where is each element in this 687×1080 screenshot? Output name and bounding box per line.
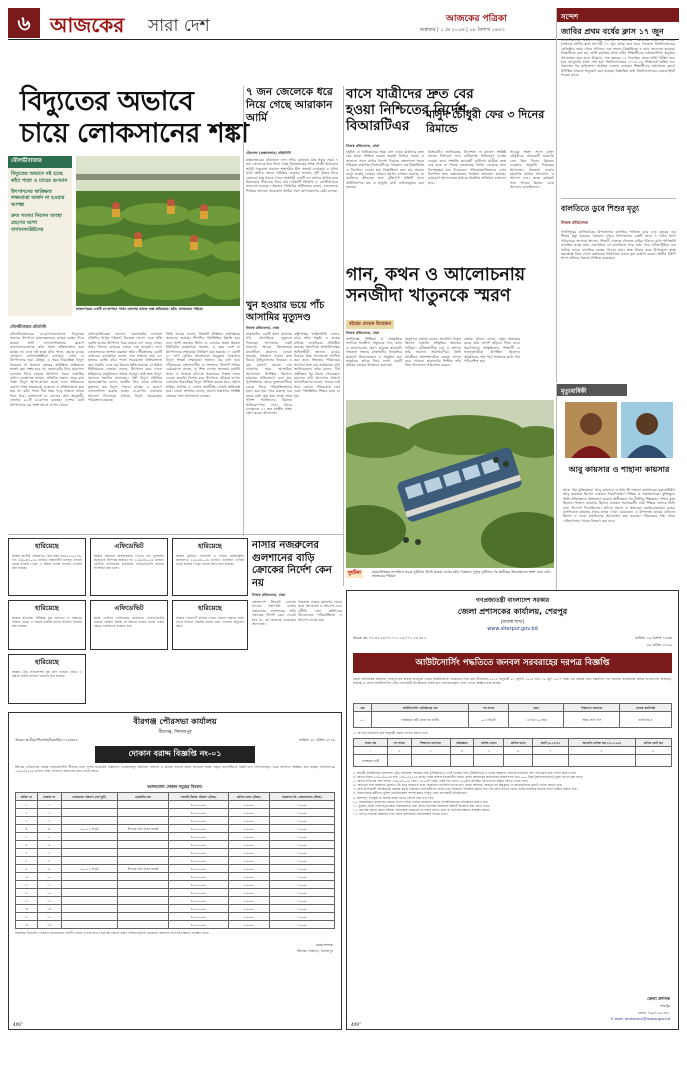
- govt-ad-signer: জেলা প্রশাসক: [647, 996, 670, 1001]
- tender-table-cell: ১,০০০/-: [269, 809, 334, 817]
- tender-signer-org: বীরগঞ্জ পৌরসভা, দিনাজপুর: [297, 949, 333, 953]
- govt-table-1-header: বয়স: [509, 704, 564, 712]
- tea-garden-photo: [76, 156, 240, 306]
- sanjida-body-col-1: সংগীতজ্ঞ, শিক্ষিকা ও সাংস্কৃতিক সংগঠক সনজীদা খাতুনকে গান, কথন ও আলোচনায় স্মরণ করেছে ছায়ানট। গতকাল সন্ধ্যায় রাজধানীর ধানমন্ডির ছায়ানট মিলনায়তনে এ অনুষ্ঠান হয়। অনুষ্ঠানে তাঁকে নিয়ে লেখা একটি বইয়ের মোড়ক উন্মোচন করা হয়।: [346, 337, 402, 368]
- tender-table-cell: [61, 817, 117, 825]
- paper-full-name: আজকের পত্রিকা: [446, 14, 507, 24]
- tender-table-row: [16, 865, 335, 873]
- tender-table-row: [16, 801, 335, 809]
- tender-table-cell: ৪,০০,০০০/-: [169, 857, 228, 865]
- tender-table-header: মার্কেটের নাম: [117, 793, 169, 801]
- lost-ad-3: হারিয়েছে আমার মাধ্যমিক পরীক্ষার মূল সনদপত্র ও নম্বরপত্র হারিয়ে গেছে। এ বিষয়ে নিকটস্থ থানায় সাধারণ ডায়েরি করা হয়েছে।: [8, 600, 86, 650]
- tender-table-cell: ১,০০০/-: [269, 817, 334, 825]
- sanjida-body-col-3: বক্তারা আরও বলেন, নতুন প্রজন্মের কাছে তাঁর আদর্শ ছড়িয়ে দিতে হবে। স্মরণসভায় সংস্কৃতিজন, শিক্ষার্থী ও শুভানুধ্যায়ীরা উপস্থিত ছিলেন। অনুষ্ঠানের শেষ পর্বে সম্মেলক কণ্ঠে গান পরিবেশিত হয়।: [464, 337, 520, 364]
- murder-byline: নিজস্ব প্রতিবেদক, ঢাকা: [246, 326, 280, 330]
- tender-table-cell: [61, 897, 117, 905]
- murder-body-col-2: রাষ্ট্রপক্ষের আইনজীবী বলেন, রায়ে তাঁরা সন্তুষ্ট। এ রায়ের মাধ্যমে ন্যায়বিচার প্রতিষ্ঠিত হয়েছে। অন্যদিকে আসামিপক্ষের আইনজীবী জানান, রায়ের বিরুদ্ধে উচ্চ আদালতে আপিল করা হবে। নিহতের পরিবারের সদস্যরা দ্রুত রায় কার্যকরের দাবি জানিয়েছেন। তাঁরা বলেন, দীর্ঘ প্রতীক্ষার পর বিচার পেয়েছেন। মামলার বাদী আদালত প্রাঙ্গণে সাংবাদিকদের বলেন, আমরা চাই আর কোনো পরিবারকে যেন এমন পরিস্থিতির শিকার হতে না হয়।: [294, 332, 340, 398]
- tender-table-cell: ২,০০০/-: [228, 873, 269, 881]
- govt-ad-email[interactable]: E-mail: dcsherpur@mopa.gov.bd: [611, 1017, 670, 1021]
- tender-table-cell: ২,০০০/-: [228, 865, 269, 873]
- tender-table-row: [16, 849, 335, 857]
- tender-table-cell: ১৩: [37, 897, 61, 905]
- tender-table-cell: ১,০০০/-: [269, 889, 334, 897]
- tender-table-cell: ১৫: [37, 913, 61, 921]
- govt-table-1: [353, 703, 672, 728]
- lost-ad-3-title: হারিয়েছে: [35, 604, 59, 612]
- govt-ad-date2: ২৯ এপ্রিল ২০২৬: [646, 643, 672, 647]
- tender-table-row: [16, 921, 335, 929]
- sanjida-headline: গান, কথন ও আলোচনায় সনজীদা খাতুনকে স্মরণ: [346, 265, 526, 306]
- lead-bullet-2: উৎপাদনের কাঙ্ক্ষিত লক্ষ্যমাত্রা অর্জন না হওয়ার আশঙ্কা: [11, 188, 65, 209]
- govt-ad-line1: গণপ্রজাতন্ত্রী বাংলাদেশ সরকার: [475, 597, 550, 604]
- tender-table-cell: ১০০.০০ বর্গফুট: [61, 825, 117, 833]
- govt-table-2-col-number: ৬: [504, 747, 533, 755]
- tender-table-cell: ৪,০০,০০০/-: [169, 921, 228, 929]
- affidavit-ad-2-title: এফিডেভিট: [114, 604, 144, 612]
- tender-table-cell: ২,০০০/-: [228, 833, 269, 841]
- tender-table-cell: ২,০০০/-: [228, 913, 269, 921]
- govt-table-2-col-number: ২: [387, 747, 411, 755]
- tender-table-row: [16, 841, 335, 849]
- govt-table-1-header: পদ সংখ্যা: [468, 704, 508, 712]
- tender-table-cell: [61, 857, 117, 865]
- tender-table-cell: [61, 905, 117, 913]
- tender-table-cell: ৪,০০,০০০/-: [169, 825, 228, 833]
- tender-table-cell: ১,০০০/-: [269, 905, 334, 913]
- tender-table-cell: ৮: [37, 857, 61, 865]
- govt-table-2-col-number: ৮: [568, 747, 635, 755]
- tender-table-cell: ১৪: [37, 905, 61, 913]
- tender-table-cell: ২,০০০/-: [228, 905, 269, 913]
- tender-table-cell: ১,০০০/-: [269, 921, 334, 929]
- tea-photo-caption: রাজনগরের একটি চা-বাগানে পাতা তোলার কাজে ব্যস্ত শ্রমিকেরা। ছবি: আজকের পত্রিকা: [76, 307, 203, 311]
- tender-table-row: [16, 889, 335, 897]
- tender-table-cell: ২,০০০/-: [228, 817, 269, 825]
- tender-table-cell: [61, 809, 117, 817]
- tender-table-cell: ২,০০০/-: [228, 889, 269, 897]
- tender-table-cell: [61, 833, 117, 841]
- tender-table-cell: ৪,০০,০০০/-: [169, 913, 228, 921]
- lost-ad-5: হারিয়েছে আমার ট্রেড লাইসেন্সের মূল কপি হারিয়ে গেছে। এ বিষয়ে থানায় সাধারণ ডায়েরি করা হয়েছে।: [8, 654, 86, 704]
- tender-table-cell: ১০: [16, 873, 38, 881]
- tender-table-cell: ৪,০০,০০০/-: [169, 905, 228, 913]
- govt-table-1-header: ক্রম: [354, 704, 372, 712]
- obituary-photo-1: [565, 402, 617, 458]
- tender-table-cell: ৪,০০,০০০/-: [169, 881, 228, 889]
- tender-table-cell: ১,০০০/-: [269, 801, 334, 809]
- affidavit-ad-2: এফিডেভিট আমি নোটারি পাবলিকের কার্যালয়ে এফিডেভিটের মাধ্যমে ঘোষণা করছি যে আমার নামের বানান সকল ক্ষেত্রে একইভাবে ব্যবহৃত হবে।: [90, 600, 168, 650]
- bus-body: দুর্ঘটনা বা অগ্নিকাণ্ডের সময় বাস থেকে যাত্রীদের দ্রুত বের হওয়া নিশ্চিত করতে জরুরি নির্গমন দরজা ও জানালা সচল রাখার নির্দেশ দিয়েছে বাংলাদেশ সড়ক পরিবহন কর্তৃপক্ষ (বিআরটিএ)। গতকাল এক বিজ্ঞপ্তিতে এ নির্দেশনা দেওয়া হয়। বিজ্ঞপ্তিতে বলা হয়, অনেক বাসে জরুরি দরজার সামনে আসন বসানো হয়েছে, যা যাত্রীদের জীবনের জন্য ঝুঁকিপূর্ণ। প্রতিটি বাসে অগ্নিনির্বাপক যন্ত্র ও হাতুড়ি রাখা বাধ্যতামূলক করা হয়েছে।: [346, 150, 424, 190]
- lost-ad-2-title: হারিয়েছে: [198, 542, 222, 550]
- tender-table-cell: বীরগঞ্জ মিনি সুপার মার্কেট: [117, 825, 169, 833]
- section-name: সারা দেশ: [148, 16, 210, 36]
- tender-table-cell: ৪,০০,০০০/-: [169, 889, 228, 897]
- lead-bullet-1: বিদ্যুতের অভাবে নষ্ট হচ্ছে কাঁচা পাতা ও চায়ের গুণমান: [11, 171, 68, 184]
- tender-ad: বীরগঞ্জ পৌরসভা কার্যালয় বীরগঞ্জ, দিনাজপুর স্মারক নং-বীর/পৌরসভা/বিজ্ঞপ্তি/২০২৬/৩৪৫ তারিখ: ২৮ এপ্রিল ২০২৬ দোকান বরাদ্দ বিজ্ঞপ্তি নং-০১ বীরগঞ্জ পৌরসভার নিজস্ব মালিকানাধীন বীরগঞ্জ মিনি সুপার মার্কেটের নিম্নবর্ণিত দোকানসমূহ নির্ধারিত সালামি ও মাসিক ভাড়ায় বরাদ্দ প্রদানের লক্ষ্যে প্রকৃত ব্যবসায়ীদের নিকট হতে সিলগালাকৃত খামে আবেদন আহ্বান করা যাচ্ছে। আবেদনপত্র ২০/০৫/২০২৬ তারিখ পর্যন্ত পৌরসভা কার্যালয়ে জমা দেওয়া যাবে। বরাদ্দযোগ্য দোকান সমূহের বিবরণ: ক্রমিক নং দোকান নং দোকানের পরিমাপ (বর্গ ফুট) মার্কেটের নাম সালামি টাকার পরিমাণ (টাকা) মাসিক ভাড়া (টাকা) জামানত কি. ফেরতযোগ্য (টাকা) ১ ১ ৪,০০,০০০/- ২,০০০/- ১,০০০/- ২ ২ ৪,০০,০০০/- ২,০০০/- ১,০০০/- ৩ ৩ ৪,০০,০০০/- ২,০০০/- ১,০০০/- ৪ ৪ ১০০.০০ বর্গফুট বীরগঞ্জ মিনি সুপার মার্কেট ৪,০০,০০০/- ২,০০০/- ১,০০০/- ৫ ৫ ৪,০০,০০০/- ২,০০০/- ১,০০০/- ৬ ৬ ৪,০০,০০০/- ২,০০০/- ১,০০০/- ৭ ৭ ৪,০০,০০০/- ২,০০০/- ১,০০০/- ৮ ৮ ৪,০০,০০০/- ২,০০০/- ১,০০০/- ৯ ৯ ১০০.০০ বর্গফুট বীরগঞ্জ মিনি সুপার মার্কেট ৪,০০,০০০/- ২,০০০/- ১,০০০/- ১০ ১০ ৪,০০,০০০/- ২,০০০/- ১,০০০/- ১১ ১১ ৪,০০,০০০/- ২,০০০/- ১,০০০/- ১২ ১২ ৪,০০,০০০/- ২,০০০/- ১,০০০/- ১৩ ১৩ ৪,০০,০০০/- ২,০০০/- ১,০০০/- ১৪ ১৪ ৪,০০,০০০/- ২,০০০/- ১,০০০/- ১৫ ১৫ ৪,০০,০০০/- ২,০০০/- ১,০০০/- ১৬ ১৬ ৪,০০,০০০/- ২,০০০/- ১,০০০/- বিস্তারিত শর্তাবলি পৌরসভা কার্যালয়ের নোটিশ বোর্ডে পাওয়া যাবে। কর্তৃপক্ষ কোনো কারণ দর্শানো ছাড়াই যেকোনো আবেদন বাতিলের ক্ষমতা সংরক্ষণ করে। মেয়র/প্রশাসক বীরগঞ্জ পৌরসভা, দিনাজপুর 4X6": [8, 712, 342, 1030]
- nasar-byline: নিজস্ব প্রতিবেদক, ঢাকা: [252, 593, 286, 597]
- tender-table-cell: ৩: [16, 817, 38, 825]
- tender-table-cell: ৪,০০,০০০/-: [169, 809, 228, 817]
- tender-table-row: [16, 897, 335, 905]
- tender-table-cell: [61, 889, 117, 897]
- tender-table-cell: ২,০০০/-: [228, 809, 269, 817]
- govt-table-1-cell: অষ্টম শ্রেণি পাস: [564, 712, 620, 728]
- tender-table-cell: ৩: [37, 817, 61, 825]
- tender-table-cell: ১,০০০/-: [269, 897, 334, 905]
- tender-table-cell: ৪,০০,০০০/-: [169, 865, 228, 873]
- govt-ad-terms: ৩. আগ্রহী প্রতিষ্ঠানকে হালনাগাদ ট্রেড লাইসেন্স, আয়কর সনদ (টিআইএন), ভ্যাট নিবন্ধন সনদ (বিআইএন) ও ব্যাংক সচ্ছলতা সনদের সত্যায়িত কপি দরপত্রের সঙ্গে দাখিল করতে হবে। ৪. দরপত্র দলিল ০৩/০৫/২০২৬ হতে ১৮/০৫/২০২৬ তারিখ পর্যন্ত অফিস চলাকালীন সময়ে জেলা প্রশাসকের কার্যালয়ের রাজস্ব শাখা হতে ৫০০ টাকা (অফেরতযোগ্য) মূল্যে সংগ্রহ করা যাবে। ৫. দরপত্র দাখিলের শেষ তারিখ ১৯/০৫/২০২৬ বেলা ১২:০০টা পর্যন্ত। একই দিন বেলা ৩:০০টায় উপস্থিত দরদাতাদের সম্মুখে দরপত্র খোলা হবে। ৬. দরপত্রের সঙ্গে প্রাক্কলিত মূল্যের ২% হারে জামানত বাবদ যেকোনো তফসিলি ব্যাংক হতে জেলা প্রশাসক, শেরপুর-এর অনুকূলে পে-অর্ডার/ব্যাংক ড্রাফট দাখিল করতে হবে। ৭. সেবা প্রদানকারী প্রতিষ্ঠানকে সরকার কর্তৃক নির্ধারিত হারে কর্মীদের বেতন-ভাতা নিয়মিত পরিশোধ করতে হবে এবং প্রতি মাসের বেতন ব্যাংক হিসাবের মাধ্যমে প্রদান নিশ্চিত করতে হবে। ৮. নিয়োগপ্রাপ্ত কর্মীদের পুলিশ ভেরিফিকেশন সম্পন্ন করার দায়িত্ব সেবা প্রদানকারী প্রতিষ্ঠানের। ৯. অসম্পূর্ণ, শর্তযুক্ত বা বিলম্বে প্রাপ্ত দরপত্র বাতিল বলে গণ্য হবে। ১০. সরবরাহকৃত জনবলের কোনো সদস্য দায়িত্ব পালনে অবহেলা করলে তাৎক্ষণিকভাবে প্রতিস্থাপন করতে হবে। ১১. চুক্তির মেয়াদ শেষে কর্তৃপক্ষের সন্তোষজনক সেবা প্রাপ্তি সাপেক্ষে নবায়নের বিষয়টি বিবেচনা করা যেতে পারে। ১২. কর্তৃপক্ষ কোনো কারণ দর্শানো ব্যতিরেকে যেকোনো বা সকল দরপত্র গ্রহণ বা বাতিলের ক্ষমতা সংরক্ষণ করেন। ১৩. দরপত্র সংক্রান্ত বিস্তারিত তথ্য জেলা প্রশাসনের ওয়েবসাইটে পাওয়া যাবে।: [353, 771, 583, 816]
- tender-table-cell: ১,০০০/-: [269, 833, 334, 841]
- masud-headline: মাসুদ চৌধুরী ফের ৩ দিনের রিমান্ডে: [426, 108, 545, 135]
- govt-ad-date1: তারিখ: ১৬ বৈশাখ ১৪৩৩: [635, 636, 672, 640]
- tender-table-cell: ২,০০০/-: [228, 825, 269, 833]
- govt-ad: গণপ্রজাতন্ত্রী বাংলাদেশ সরকার জেলা প্রশাসকের কার্যালয়, শেরপুর (রাজস্ব শাখা) www.sherpur.gov.bd স্মারক নং- ০৫.৪৭.৮৯০০.০১১.১৪.০০১.২৫.৪৫২ তারিখ: ১৬ বৈশাখ ১৪৩৩ ২৯ এপ্রিল ২০২৬ আউটসোর্সিং পদ্ধতিতে জনবল সরবরাহের দরপত্র বিজ্ঞপ্তি জেলা প্রশাসকের কার্যালয়, শেরপুর-এর রাজস্ব খাতভুক্ত দপ্তরে আউটসোর্সিং প্রক্রিয়ায় সেবা ক্রয় নীতিমালা-২০২৫ অনুযায়ী ০১ জুলাই ২০২৬ হতে ৩০ জুন ২০২৭ পর্যন্ত এক বছরের জন্য নিম্নবর্ণিত পদে জনবল সরবরাহের নিমিত্ত বাংলাদেশে নিবন্ধিত, অভিজ্ঞ ও যোগ্য আউটসোর্সিং সেবা প্রদানকারী প্রতিষ্ঠানের নিকট হতে সিলমোহরকৃত খামে দরপত্র আহ্বান করা যাচ্ছে। ক্রম আউটসোর্সিং প্রতিষ্ঠানের নাম পদ সংখ্যা বয়স শিক্ষাগত যোগ্যতা সেবার ক্যাটাগরি ০১. পরিচ্ছন্নতা কর্মী (নিরাপত্তা প্রহরী) ০৫ (পাঁচ)টি ১৮ হতে ৩০ বছর অষ্টম শ্রেণি পাস ক্যাটাগরি-৪ ২. দরপত্রে নিম্নবর্ণিত ছক অনুযায়ী প্রস্তাব দাখিল করতে হবে: পদের নাম পদ সংখ্যা শিক্ষাগত যোগ্যতা অভিজ্ঞতা মাসিক বেতন মাসিক ভাতা ভ্যাট (৫+৫%) জনপ্রতি মাসিক ব্যয় (৩+৫+৬) মাসিক মোট ব্যয় ১ ২ ৩ ৪ ৫ ৬ ৭ ৮ ৯ পরিচ্ছন্নতা কর্মী ৩. আগ্রহী প্রতিষ্ঠানকে হালনাগাদ ট্রেড লাইসেন্স, আয়কর সনদ (টিআইএন), ভ্যাট নিবন্ধন সনদ (বিআইএন) ও ব্যাংক সচ্ছলতা সনদের সত্যায়িত কপি দরপত্রের সঙ্গে দাখিল করতে হবে। ৪. দরপত্র দলিল ০৩/০৫/২০২৬ হতে ১৮/০৫/২০২৬ তারিখ পর্যন্ত অফিস চলাকালীন সময়ে জেলা প্রশাসকের কার্যালয়ের রাজস্ব শাখা হতে ৫০০ টাকা (অফেরতযোগ্য) মূল্যে সংগ্রহ করা যাবে। ৫. দরপত্র দাখিলের শেষ তারিখ ১৯/০৫/২০২৬ বেলা ১২:০০টা পর্যন্ত। একই দিন বেলা ৩:০০টায় উপস্থিত দরদাতাদের সম্মুখে দরপত্র খোলা হবে। ৬. দরপত্রের সঙ্গে প্রাক্কলিত মূল্যের ২% হারে জামানত বাবদ যেকোনো তফসিলি ব্যাংক হতে জেলা প্রশাসক, শেরপুর-এর অনুকূলে পে-অর্ডার/ব্যাংক ড্রাফট দাখিল করতে হবে। ৭. সেবা প্রদানকারী প্রতিষ্ঠানকে সরকার কর্তৃক নির্ধারিত হারে কর্মীদের বেতন-ভাতা নিয়মিত পরিশোধ করতে হবে এবং প্রতি মাসের বেতন ব্যাংক হিসাবের মাধ্যমে প্রদান নিশ্চিত করতে হবে। ৮. নিয়োগপ্রাপ্ত কর্মীদের পুলিশ ভেরিফিকেশন সম্পন্ন করার দায়িত্ব সেবা প্রদানকারী প্রতিষ্ঠানের। ৯. অসম্পূর্ণ, শর্তযুক্ত বা বিলম্বে প্রাপ্ত দরপত্র বাতিল বলে গণ্য হবে। ১০. সরবরাহকৃত জনবলের কোনো সদস্য দায়িত্ব পালনে অবহেলা করলে তাৎক্ষণিকভাবে প্রতিস্থাপন করতে হবে। ১১. চুক্তির মেয়াদ শেষে কর্তৃপক্ষের সন্তোষজনক সেবা প্রাপ্তি সাপেক্ষে নবায়নের বিষয়টি বিবেচনা করা যেতে পারে। ১২. কর্তৃপক্ষ কোনো কারণ দর্শানো ব্যতিরেকে যেকোনো বা সকল দরপত্র গ্রহণ বা বাতিলের ক্ষমতা সংরক্ষণ করেন। ১৩. দরপত্র সংক্রান্ত বিস্তারিত তথ্য জেলা প্রশাসনের ওয়েবসাইটে পাওয়া যাবে। জেলা প্রশাসক শেরপুর ফোন: ০৯৩১-৬১৫৪১ E-mail: dcsherpur@mopa.gov.bd 4X9": [346, 590, 679, 1030]
- tender-table-header: মাসিক ভাড়া (টাকা): [228, 793, 269, 801]
- govt-table-2-col-number: ৫: [474, 747, 504, 755]
- govt-ad-phone: ফোন: ০৯৩১-৬১৫৪১: [638, 1011, 670, 1015]
- tender-table-cell: [117, 889, 169, 897]
- govt-ad-signer-loc: শেরপুর: [660, 1004, 670, 1008]
- tender-table-cell: ৪,০০,০০০/-: [169, 833, 228, 841]
- govt-table-2-col-number: ৩: [411, 747, 450, 755]
- tender-table-cell: ১৩: [16, 897, 38, 905]
- tender-org-line1: বীরগঞ্জ পৌরসভা কার্যালয়: [133, 717, 217, 726]
- lead-body-col-2: বাগানমালিকেরা জানান, জেনারেটর চালাতে প্রতিদিন বিপুল পরিমাণ ডিজেল লাগে। এতে প্রতি কেজি চায়ের উৎপাদন খরচ কয়েক গুণ বেড়ে গেছে। অথচ নিলাম বাজারে চায়ের দাম বাড়েনি। ফলে লোকসানের আশঙ্কা করছেন তাঁরা। শ্রীমঙ্গলের একটি বাগানের ব্যবস্থাপক বলেন, গত সপ্তাহে প্রায় ৩০ হাজার কেজি কাঁচা পাতা সময়মতো প্রক্রিয়াজাত করা যায়নি। এতে বড় ধরনের ক্ষতি হয়েছে। চা শ্রমিক ইউনিয়নের নেতারা বলেন, উৎপাদন কমে গেলে শ্রমিকদের মজুরিতেও প্রভাব পড়বে। তাই দ্রুত বিদ্যুৎ সমস্যার সমাধান প্রয়োজন। পল্লী বিদ্যুৎ সমিতির মহাব্যবস্থাপক বলেন, জাতীয় গ্রিড থেকে চাহিদার তুলনায় কম বিদ্যুৎ পাওয়া যাচ্ছে। এ কারণে লোডশেডিং করতে হচ্ছে। চা-বাগান এলাকায় আলাদা ফিডারের মাধ্যমে বিদ্যুৎ সরবরাহের পরিকল্পনা রয়েছে।: [88, 332, 162, 403]
- lead-location-box: [8, 156, 72, 316]
- nasar-headline: নাসার নজরুলের গুলশানের বাড়ি ক্রোকের নির্দেশ কেন নয়: [252, 540, 332, 589]
- govt-ad-line2: জেলা প্রশাসকের কার্যালয়, শেরপুর: [457, 607, 568, 616]
- obituary-photo-2: [621, 402, 673, 458]
- tender-table-cell: ৯: [37, 865, 61, 873]
- tender-table-cell: ১: [16, 801, 38, 809]
- obituary-names: আবু কায়সার ও শাহানা কায়সার: [568, 464, 670, 474]
- tender-table-cell: ১২: [37, 889, 61, 897]
- tender-table-cell: ২,০০০/-: [228, 841, 269, 849]
- tender-table-header: ক্রমিক নং: [16, 793, 38, 801]
- obituary-body: আজ বীর মুক্তিযোদ্ধা আবু কায়সার ও তাঁর স্ত্রী শাহানা কায়সারের মৃত্যুবার্ষিকী। আবু কায়সার ছিলেন একজন নিবেদিতপ্রাণ শিক্ষক ও সমাজসেবক। মুক্তিযুদ্ধে তিনি সক্রিয়ভাবে অংশগ্রহণ করেন। স্বাধীনতার পর দীর্ঘদিন শিক্ষকতা পেশায় যুক্ত ছিলেন। শাহানা কায়সার ছিলেন একজন সমাজকর্মী। নারী শিক্ষার প্রসারে তিনি নানা উদ্যোগ নিয়েছিলেন। তাঁদের সন্তান ও স্বজনেরা মরহুম-মরহুমার রুহের মাগফিরাত কামনায় সবার কাছে দোয়া চেয়েছেন। এ উপলক্ষে গ্রামের বাড়িতে মিলাদ ও দোয়া মাহফিলের আয়োজন করা হয়েছে। পরিবারের পক্ষ থেকে এতিমখানায় খাবার বিতরণ করা হবে।: [563, 488, 675, 523]
- sidebar-fire-headline: বালতিতে ডুবে শিশুর মৃত্যু: [561, 204, 640, 213]
- tender-table-cell: ১৬: [16, 921, 38, 929]
- govt-table-2-col-number: ৯: [635, 747, 671, 755]
- tender-table-cell: ৪: [16, 825, 38, 833]
- sidebar-admission-headline: জাবির প্রথম বর্ষের ক্লাস ১৭ জুন: [561, 26, 664, 36]
- govt-table-1-cell: ০১.: [354, 712, 372, 728]
- tender-table-row: [16, 809, 335, 817]
- lead-body-col-3: তিনি আরও বলেন, বিষয়টি ঊর্ধ্বতন কর্তৃপক্ষকে জানানো হয়েছে। শিগগির পরিস্থিতির উন্নতি হবে বলে আশা করছেন তিনি। চা বোর্ডের প্রকল্প উন্নয়ন ইউনিটের কর্মকর্তারা জানান, এ বছর দেশে চা উৎপাদনের লক্ষ্যমাত্রা নির্ধারণ করা হয়েছে ১০ কোটি ৮০ লাখ কেজি। আবহাওয়া অনুকূলে থাকলেও বিদ্যুৎ সংকট লক্ষ্যমাত্রা অর্জনে বড় বাধা হয়ে দাঁড়িয়েছে। বাংলাদেশীয় চা সংসদের সিলেট শাখার চেয়ারম্যান বলেন, চা শিল্প দেশের অন্যতম রপ্তানি খাত। এ খাতকে বাঁচাতে সরকারের বিশেষ নজর দেওয়া জরুরি। বিশেষ করে উৎপাদন মৌসুমে বাগান এলাকায় নিরবচ্ছিন্ন বিদ্যুৎ নিশ্চিত করতে হবে। নইলে শ্রমিক, মালিক ও দেশের অর্থনীতি—সবাই ক্ষতিগ্রস্ত হবে। জেলা প্রশাসক বলেন, সমস্যা সমাধানে সংশ্লিষ্ট দপ্তরের সঙ্গে আলোচনা চলছে।: [166, 332, 240, 398]
- lost-ad-4: হারিয়েছে আমার পাসপোর্ট হারিয়ে গেছে। কোনো সহৃদয় ব্যক্তি পেয়ে থাকলে নিকটস্থ থানায় জমা দেওয়ার অনুরোধ রইল।: [172, 600, 248, 650]
- tender-table-cell: [117, 809, 169, 817]
- murder-body-col-1: রাজধানীর একটি হত্যা মামলায় পাঁচ আসামিকে মৃত্যুদণ্ড দিয়েছেন আদালত। একই মামলায় আরও তিনজনকে যাবজ্জীবন কারাদণ্ড দেওয়া হয়েছে। গতকাল ঢাকার দ্রুত বিচার ট্রাইব্যুনালের বিচারক এ রায় ঘোষণা করেন। রায় ঘোষণার সময় আসামিরা আদালতে উপস্থিত ছিলেন। মামলার অভিযোগে বলা হয়, পূর্বশত্রুতার জেরে ভুক্তভোগীকে ডেকে নিয়ে পরিকল্পিতভাবে হত্যা করা হয়। পরে মরদেহ গুম করার চেষ্টা করা হয়। তদন্ত শেষে পুলিশ আটজনের বিরুদ্ধে অভিযোগপত্র দেয়। বিচার চলাকালে ২২ জন সাক্ষীর সাক্ষ্য গ্রহণ করেন আদালত।: [246, 332, 292, 416]
- tender-table-cell: ৫: [37, 833, 61, 841]
- sanjida-body-col-2: অনুষ্ঠানে বক্তারা বলেন, সনজীদা খাতুন ছিলেন বাঙালি সংস্কৃতির অন্যতম পথিকৃৎ। রবীন্দ্রসংগীত চর্চা ও প্রসারে তাঁর অবদান অবিস্মরণীয়। তিনি আজীবন অসাম্প্রদায়িক চেতনা লালন করে গেছেন। ছায়ানটের শিল্পীরা তাঁর প্রিয় গানগুলো পরিবেশন করেন।: [405, 337, 461, 368]
- masud-body: সাবেক সংসদ সদস্য মাসুদ চৌধুরীকে আরেকটি মামলায় ফের তিন দিনের রিমান্ডে নেওয়ার অনুমতি দিয়েছেন আদালত। গতকাল ঢাকার মহানগর হাকিম আদালত এ আদেশ দেন। তদন্ত কর্মকর্তা সাত দিনের রিমান্ড চেয়ে আবেদন করেছিলেন।: [510, 150, 554, 190]
- tender-ref: স্মারক নং-বীর/পৌরসভা/বিজ্ঞপ্তি/২০২৬/৩৪৫: [15, 738, 78, 742]
- arakan-byline: টেকনাফ (কক্সবাজার) প্রতিনিধি: [246, 151, 291, 155]
- tender-table-title: বরাদ্দযোগ্য দোকান সমূহের বিবরণ:: [147, 784, 203, 789]
- paper-name: আজকের: [50, 13, 125, 37]
- tender-table-cell: ৪,০০,০০০/-: [169, 897, 228, 905]
- tender-table-cell: [117, 897, 169, 905]
- sidebar-admission-body: জাহাঙ্গীরনগর বিশ্ববিদ্যালয়ের (জাবি) ২০২৫-২৬ শিক্ষাবর্ষের প্রথম বর্ষ স্নাতক (সম্মান) শ্রেণির ক্লাস আগামী ১৭ জুন থেকে শুরু হবে। গতকাল বিশ্ববিদ্যালয়ের রেজিস্ট্রার দপ্তর থেকে পাঠানো এক সংবাদ বিজ্ঞপ্তিতে এ তথ্য জানানো হয়েছে। বিজ্ঞপ্তিতে বলা হয়, ভর্তি কার্যক্রম শেষে নবীন শিক্ষার্থীদের ওরিয়েন্টেশন অনুষ্ঠান আয়োজন করা হবে। উল্লেখ্য, গত বছরের ১৫ ডিসেম্বর থেকে ভর্তি পরীক্ষা শুরু হয়ে জানুয়ারি মাসে শেষ হয়। বিশ্ববিদ্যালয়ের ২০২৫-২৬ শিক্ষাবর্ষে ভর্তির ফল প্রকাশের পর মাইগ্রেশন কার্যক্রম চলমান রয়েছে। শিক্ষার্থীদের যথাসময়ে ক্লাসে উপস্থিত থাকতে অনুরোধ করা হয়েছে। বিস্তারিত তথ্য বিশ্ববিদ্যালয়ের ওয়েবসাইটে পাওয়া যাবে।: [561, 38, 675, 78]
- govt-table-2-header: পদ সংখ্যা: [387, 739, 411, 747]
- govt-table-2-header: ভ্যাট (৫+৫%): [533, 739, 568, 747]
- govt-ad-line3: (রাজস্ব শাখা): [500, 620, 525, 625]
- tender-org-line2: বীরগঞ্জ, দিনাজপুর: [158, 730, 192, 735]
- tender-table-cell: [117, 833, 169, 841]
- nasar-body-col-1: বাংলাদেশ ক্রিকেট বোর্ডের সাবেক সভাপতি নাসার নজরুলের গুলশানের বাড়ি ক্রোকের নির্দেশ কেন দেওয়া হবে না, তা জানতে চেয়েছেন আদালত।: [252, 600, 296, 627]
- tender-table-cell: [117, 849, 169, 857]
- sidebar: [556, 8, 679, 383]
- bus-body-2: বিআরটিএ জানিয়েছে, নির্দেশনা না মানলে সংশ্লিষ্ট বাসের ফিটনেস সনদ বাতিলসহ আইনানুগ ব্যবস্থা নেওয়া হবে। সম্প্রতি কয়েকটি দুর্ঘটনায় যাত্রীরা দ্রুত বের হতে না পারায় হতাহতের সংখ্যা বেড়েছে বলে বিশেষজ্ঞরা মত দিয়েছেন। পরিবহনমালিকদের এসব নির্দেশনা দ্রুত বাস্তবায়নের আহ্বান জানানো হয়েছে। ভ্রাম্যমাণ আদালতের মাধ্যমে নিয়মিত অভিযান চালানো হবে।: [428, 150, 506, 185]
- tender-table-row: [16, 881, 335, 889]
- tender-table-cell: ৬: [37, 841, 61, 849]
- tender-table-cell: ৪: [37, 825, 61, 833]
- govt-table-1-header: শিক্ষাগত যোগ্যতা: [564, 704, 620, 712]
- tender-date: তারিখ: ২৮ এপ্রিল ২০২৬: [299, 738, 335, 742]
- tender-table-header: জামানত কি. ফেরতযোগ্য (টাকা): [269, 793, 334, 801]
- tender-table-cell: ১,০০০/-: [269, 825, 334, 833]
- obituary-header: মৃত্যুবার্ষিকী: [557, 384, 627, 396]
- govt-table-1-header: আউটসোর্সিং প্রতিষ্ঠানের নাম: [372, 704, 469, 712]
- tender-table-cell: [117, 857, 169, 865]
- tender-table-row: [16, 833, 335, 841]
- govt-ad-website[interactable]: www.sherpur.gov.bd: [487, 626, 538, 632]
- sidebar-fire-body: গাজীপুরের কালিয়াকৈর উপজেলায় বালতির পানিতে ডুবে দেড় বছরের এক শিশুর মৃত্যু হয়েছে। গতকাল দুপুরে উপজেলার একটি গ্রামে এ ঘটনা ঘটে। পরিবারের সদস্যরা জানান, শিশুটি খেলতে খেলতে বাড়ির উঠানে রাখা পানিভর্তি বালতির কাছে যায়। একপর্যায়ে সে বালতিতে পড়ে যায়। পরে খোঁজাখুঁজির এক পর্যায়ে তাকে বালতির ভেতর পাওয়া যায়। দ্রুত উদ্ধার করে উপজেলা স্বাস্থ্য কমপ্লেক্সে নিয়ে গেলে কর্তব্যরত চিকিৎসক তাকে মৃত ঘোষণা করেন। স্থানীয় ইউপি সদস্য ঘটনার সত্যতা নিশ্চিত করেছেন।: [561, 230, 676, 261]
- tender-table-row: [16, 913, 335, 921]
- classifieds: [8, 538, 248, 708]
- tender-table-row: [16, 857, 335, 865]
- tender-table-cell: [61, 849, 117, 857]
- tender-table-cell: ২,০০০/-: [228, 801, 269, 809]
- nasar-body-col-2: গতকাল ঢাকার মহানগর দায়রা জজ আদালত এ আদেশ দেন। দুর্নীতি দমন কমিশনের আবেদনের পরিপ্রেক্ষিতে এ আদেশ দেওয়া হয়।: [298, 600, 342, 622]
- tender-table-cell: [117, 817, 169, 825]
- murder-headline: খুন হওয়ার ভয়ে পাঁচ আসামির মৃত্যুদণ্ড: [246, 300, 325, 323]
- tender-signer: মেয়র/প্রশাসক: [315, 943, 333, 947]
- govt-table-1-cell: ০৫ (পাঁচ)টি: [468, 712, 508, 728]
- tender-table-cell: [117, 801, 169, 809]
- lead-headline: বিদ্যুতের অভাবে চায়ে লোকসানের শঙ্কা: [20, 86, 249, 149]
- tender-table-cell: ১,০০০/-: [269, 849, 334, 857]
- tender-table-header: দোকান নং: [37, 793, 61, 801]
- tender-table: [15, 792, 335, 929]
- tender-table-cell: ১: [37, 801, 61, 809]
- govt-table-2-header: জনপ্রতি মাসিক ব্যয় (৩+৫+৬): [568, 739, 635, 747]
- tender-size: 4X6": [13, 1022, 23, 1027]
- tender-table-cell: ২,০০০/-: [228, 897, 269, 905]
- tender-table-cell: [117, 913, 169, 921]
- tender-table-cell: [117, 873, 169, 881]
- tender-table-header: সালামি টাকার পরিমাণ (টাকা): [169, 793, 228, 801]
- arakan-headline: ৭ জন জেলেকে ধরে নিয়ে গেছে আরাকান আর্মি: [246, 86, 333, 124]
- govt-table-1-cell: ক্যাটাগরি-৪: [620, 712, 672, 728]
- accident-photo: [346, 400, 554, 568]
- accident-caption: ময়মনসিংহের নান্দাইলে সড়ক দুর্ঘটনায় উল্টে যাওয়া বাসের ছবি। গতকাল দুপুরে দুর্ঘটনার পর স্থানীয়রা উদ্ধারকাজে অংশ নেন। ছবি: আজকের পত্রিকা: [372, 570, 551, 579]
- lead-body-col-1: মৌলভীবাজারের চা-বাগানগুলোতে বিদ্যুতের অভাবে উৎপাদন মারাত্মকভাবে ব্যাহত হচ্ছে। দিনে কয়েক ঘণ্টা লোডশেডিংয়ের কারণে কারখানাগুলোতে কাঁচা পাতা প্রক্রিয়াজাত করা যাচ্ছে না। এতে নষ্ট হচ্ছে কাঁচা পাতা, কমছে চায়ের গুণমান। বাগানসংশ্লিষ্টরা বলছেন, এখন চা উৎপাদনের ভরা মৌসুম। এ সময় নিরবচ্ছিন্ন বিদ্যুৎ সরবরাহ না থাকলে বছরের কাঙ্ক্ষিত লক্ষ্যমাত্রা অর্জন করা সম্ভব হবে না। জেনারেটর দিয়ে কারখানা চালাতে গিয়ে বাড়ছে উৎপাদন খরচ। একাধিক বাগান ব্যবস্থাপক জানান, প্রতিদিন সকাল থেকে রাত পর্যন্ত বিদ্যুৎ আসা-যাওয়া করে। ফলে শ্রমিকদের তোলা পাতা সময়মতো শুকানো ও প্রক্রিয়াজাত করা যায় না। কাঁচা পাতা দীর্ঘ সময় পড়ে থাকলে তাতে পচন ধরে। বাংলাদেশ চা বোর্ডের তথ্য অনুযায়ী, জেলায় ৯২টি চা-বাগান রয়েছে। দেশের মোট উৎপাদনের বড় অংশ আসে এখান থেকে।: [10, 332, 84, 407]
- tea-garden-image: [76, 156, 240, 306]
- tender-table-cell: বীরগঞ্জ মিনি সুপার মার্কেট: [117, 865, 169, 873]
- overturned-bus-image: [346, 400, 554, 568]
- lead-location: মৌলভীবাজার: [8, 156, 72, 168]
- tender-table-cell: ১,০০০/-: [269, 865, 334, 873]
- govt-table-2-col-number: ৪: [450, 747, 474, 755]
- tender-table-cell: ১৪: [16, 905, 38, 913]
- tender-table-cell: ১৬: [37, 921, 61, 929]
- tender-table-cell: [61, 913, 117, 921]
- affidavit-ad-1: এফিডেভিট আমার সন্তানের জন্মনিবন্ধনে পিতার নাম ভুলবশত ভিন্নভাবে লিপিবদ্ধ হয়েছে। গত ২২/০৪/২০২৬ তারিখে নোটারি পাবলিকের কার্যালয়ে এফিডেভিটের মাধ্যমে সংশোধন করা হলো।: [90, 538, 168, 596]
- govt-table-2: পদের নাম পদ সংখ্যা শিক্ষাগত যোগ্যতা অভিজ্ঞতা মাসিক বেতন মাসিক ভাতা ভ্যাট (৫+৫%) জনপ্রতি মাসিক ব্যয় (৩+৫+৬) মাসিক মোট ব্যয় ১ ২ ৩ ৪ ৫ ৬ ৭ ৮ ৯ পরিচ্ছন্নতা কর্মী: [353, 738, 672, 767]
- lead-bullet-3: দ্রুত সমস্যা নিরসন ব্যবস্থা গ্রহণের আশা বাগানসংশ্লিষ্টদের: [11, 212, 62, 233]
- lead-bullets: [8, 168, 72, 233]
- tender-table-row: [16, 905, 335, 913]
- tender-table-cell: ৪,০০,০০০/-: [169, 849, 228, 857]
- govt-ad-memo: স্মারক নং- ০৫.৪৭.৮৯০০.০১১.১৪.০০১.২৫.৪৫২: [353, 636, 427, 640]
- accident-tag: দুর্ঘটনা: [348, 570, 361, 576]
- arakan-body: কক্সবাজারের টেকনাফে নাফ নদীর মোহনায় মাছ ধরার সময় ৭ জন জেলেকে ধরে নিয়ে গেছে মিয়ানমারের সশস্ত্র গোষ্ঠী আরাকান আর্মি। গতকাল সকালে শাহপরীর দ্বীপ সংলগ্ন এলাকায় এ ঘটনা ঘটে। স্থানীয় জেলে সমিতির নেতারা জানান, দুটি ট্রলার নিয়ে জেলেরা মাছ ধরতে গেলে অস্ত্রধারী একটি দল তাদের আটক করে মিয়ানমার সীমানায় নিয়ে যায়। বিষয়টি বিজিবি ও কোস্টগার্ডকে জানানো হয়েছে। টেকনাফ বিজিবির অধিনায়ক বলেন, জেলেদের ফিরিয়ে আনতে আরাকান আর্মির সঙ্গে যোগাযোগের চেষ্টা চলছে।: [246, 158, 338, 193]
- tender-table-cell: ৬: [16, 841, 38, 849]
- govt-ad-title: আউটসোর্সিং পদ্ধতিতে জনবল সরবরাহের দরপত্র বিজ্ঞপ্তি: [353, 653, 672, 673]
- tender-table-cell: ৭: [37, 849, 61, 857]
- tender-table-cell: ১০০.০০ বর্গফুট: [61, 865, 117, 873]
- page-number: ৬: [8, 8, 40, 38]
- tender-table-cell: [117, 841, 169, 849]
- tender-table-cell: ৪,০০,০০০/-: [169, 841, 228, 849]
- govt-ad-size: 4X9": [351, 1022, 361, 1027]
- date-line: শুক্রবার | ১ মে ২০২৬ | ১৮ বৈশাখ ১৪৩৩: [420, 27, 505, 33]
- tender-table-cell: ৮: [16, 857, 38, 865]
- sanjida-byline: নিজস্ব প্রতিবেদক, ঢাকা: [346, 331, 380, 335]
- tender-table-cell: [61, 881, 117, 889]
- lost-ad-1: হারিয়েছে আমার জাতীয় পরিচয়পত্র, যার নম্বর ৪৬৪২৫৩০২৭৬, গত ২৬/০৪/২০২৬ তারিখে রাজধানীর মিরপুর এলাকা থেকে হারিয়ে গেছে। এ বিষয়ে থানায় সাধারণ ডায়েরি করা হয়েছে।: [8, 538, 86, 596]
- tender-table-cell: [61, 921, 117, 929]
- govt-table-1-cell: পরিচ্ছন্নতা কর্মী (নিরাপত্তা প্রহরী): [372, 712, 469, 728]
- tender-table-cell: [61, 873, 117, 881]
- govt-table-2-col-number: ৭: [533, 747, 568, 755]
- tender-title: দোকান বরাদ্দ বিজ্ঞপ্তি নং-০১: [95, 746, 255, 763]
- bus-byline: নিজস্ব প্রতিবেদক, ঢাকা: [346, 144, 380, 148]
- lost-ad-2: হারিয়েছে আমার ড্রাইভিং লাইসেন্স ও গাড়ির রেজিস্ট্রেশন কাগজপত্র ২৫/০৪/২০২৬ তারিখে গুলিস্তান এলাকা থেকে হারিয়ে গেছে। থানায় জিডি করা হয়েছে।: [172, 538, 248, 596]
- lead-byline: মৌলভীবাজার প্রতিনিধি: [10, 324, 46, 329]
- tender-table-cell: ১০: [37, 873, 61, 881]
- tender-table-cell: ১,০০০/-: [269, 857, 334, 865]
- sidebar-header: সন্দেশ: [557, 8, 679, 22]
- tender-table-cell: [117, 921, 169, 929]
- govt-table-2-header: মাসিক ভাতা: [504, 739, 533, 747]
- sidebar-fire-byline: নিজস্ব প্রতিবেদক: [561, 220, 588, 225]
- tender-table-cell: [117, 905, 169, 913]
- govt-table-2-header: শিক্ষাগত যোগ্যতা: [411, 739, 450, 747]
- tender-table-cell: [117, 881, 169, 889]
- tender-table-cell: ১,০০০/-: [269, 873, 334, 881]
- govt-table-2-col-number: ১: [354, 747, 388, 755]
- tender-table-cell: ৪,০০,০০০/-: [169, 801, 228, 809]
- tender-table-cell: ১,০০০/-: [269, 913, 334, 921]
- lost-ad-1-title: হারিয়েছে: [35, 542, 59, 550]
- lost-ad-5-title: হারিয়েছে: [35, 658, 59, 666]
- tender-table-cell: ২,০০০/-: [228, 881, 269, 889]
- tender-table-cell: ২: [37, 809, 61, 817]
- sanjida-sublabel: বইয়ের মোড়ক উন্মোচন: [346, 320, 394, 329]
- tender-table-cell: ১২: [16, 889, 38, 897]
- tender-table-row: [16, 817, 335, 825]
- govt-table-1-header: সেবার ক্যাটাগরি: [620, 704, 672, 712]
- tender-table-row: [16, 825, 335, 833]
- tender-table-cell: ১১: [16, 881, 38, 889]
- tender-table-cell: ৯: [16, 865, 38, 873]
- tender-table-cell: ২: [16, 809, 38, 817]
- tender-table-row: [16, 873, 335, 881]
- tender-table-cell: ২,০০০/-: [228, 921, 269, 929]
- tender-table-header: দোকানের পরিমাপ (বর্গ ফুট): [61, 793, 117, 801]
- govt-table-2-header: পদের নাম: [354, 739, 388, 747]
- tender-table-cell: ১,০০০/-: [269, 881, 334, 889]
- affidavit-ad-1-title: এফিডেভিট: [114, 542, 144, 550]
- portrait-woman-image: [621, 402, 673, 458]
- tender-table-cell: ৫: [16, 833, 38, 841]
- govt-table-2-header: অভিজ্ঞতা: [450, 739, 474, 747]
- tender-table-cell: [61, 801, 117, 809]
- portrait-man-image: [565, 402, 617, 458]
- bus-headline: বাসে যাত্রীদের দ্রুত বের হওয়া নিশ্চিতের নির্দেশ বিআরটিএর: [346, 86, 474, 134]
- tender-table-cell: [61, 841, 117, 849]
- lost-ad-4-title: হারিয়েছে: [198, 604, 222, 612]
- tender-table-cell: ৭: [16, 849, 38, 857]
- tender-table-cell: ১১: [37, 881, 61, 889]
- govt-table-2-header: মাসিক বেতন: [474, 739, 504, 747]
- govt-table-1-cell: ১৮ হতে ৩০ বছর: [509, 712, 564, 728]
- govt-table-2-header: মাসিক মোট ব্যয়: [635, 739, 671, 747]
- tender-table-cell: ৪,০০,০০০/-: [169, 873, 228, 881]
- tender-table-cell: ৪,০০,০০০/-: [169, 817, 228, 825]
- tender-table-cell: ২,০০০/-: [228, 849, 269, 857]
- tender-table-cell: ১৫: [16, 913, 38, 921]
- tender-table-cell: ১,০০০/-: [269, 841, 334, 849]
- tender-table-cell: ২,০০০/-: [228, 857, 269, 865]
